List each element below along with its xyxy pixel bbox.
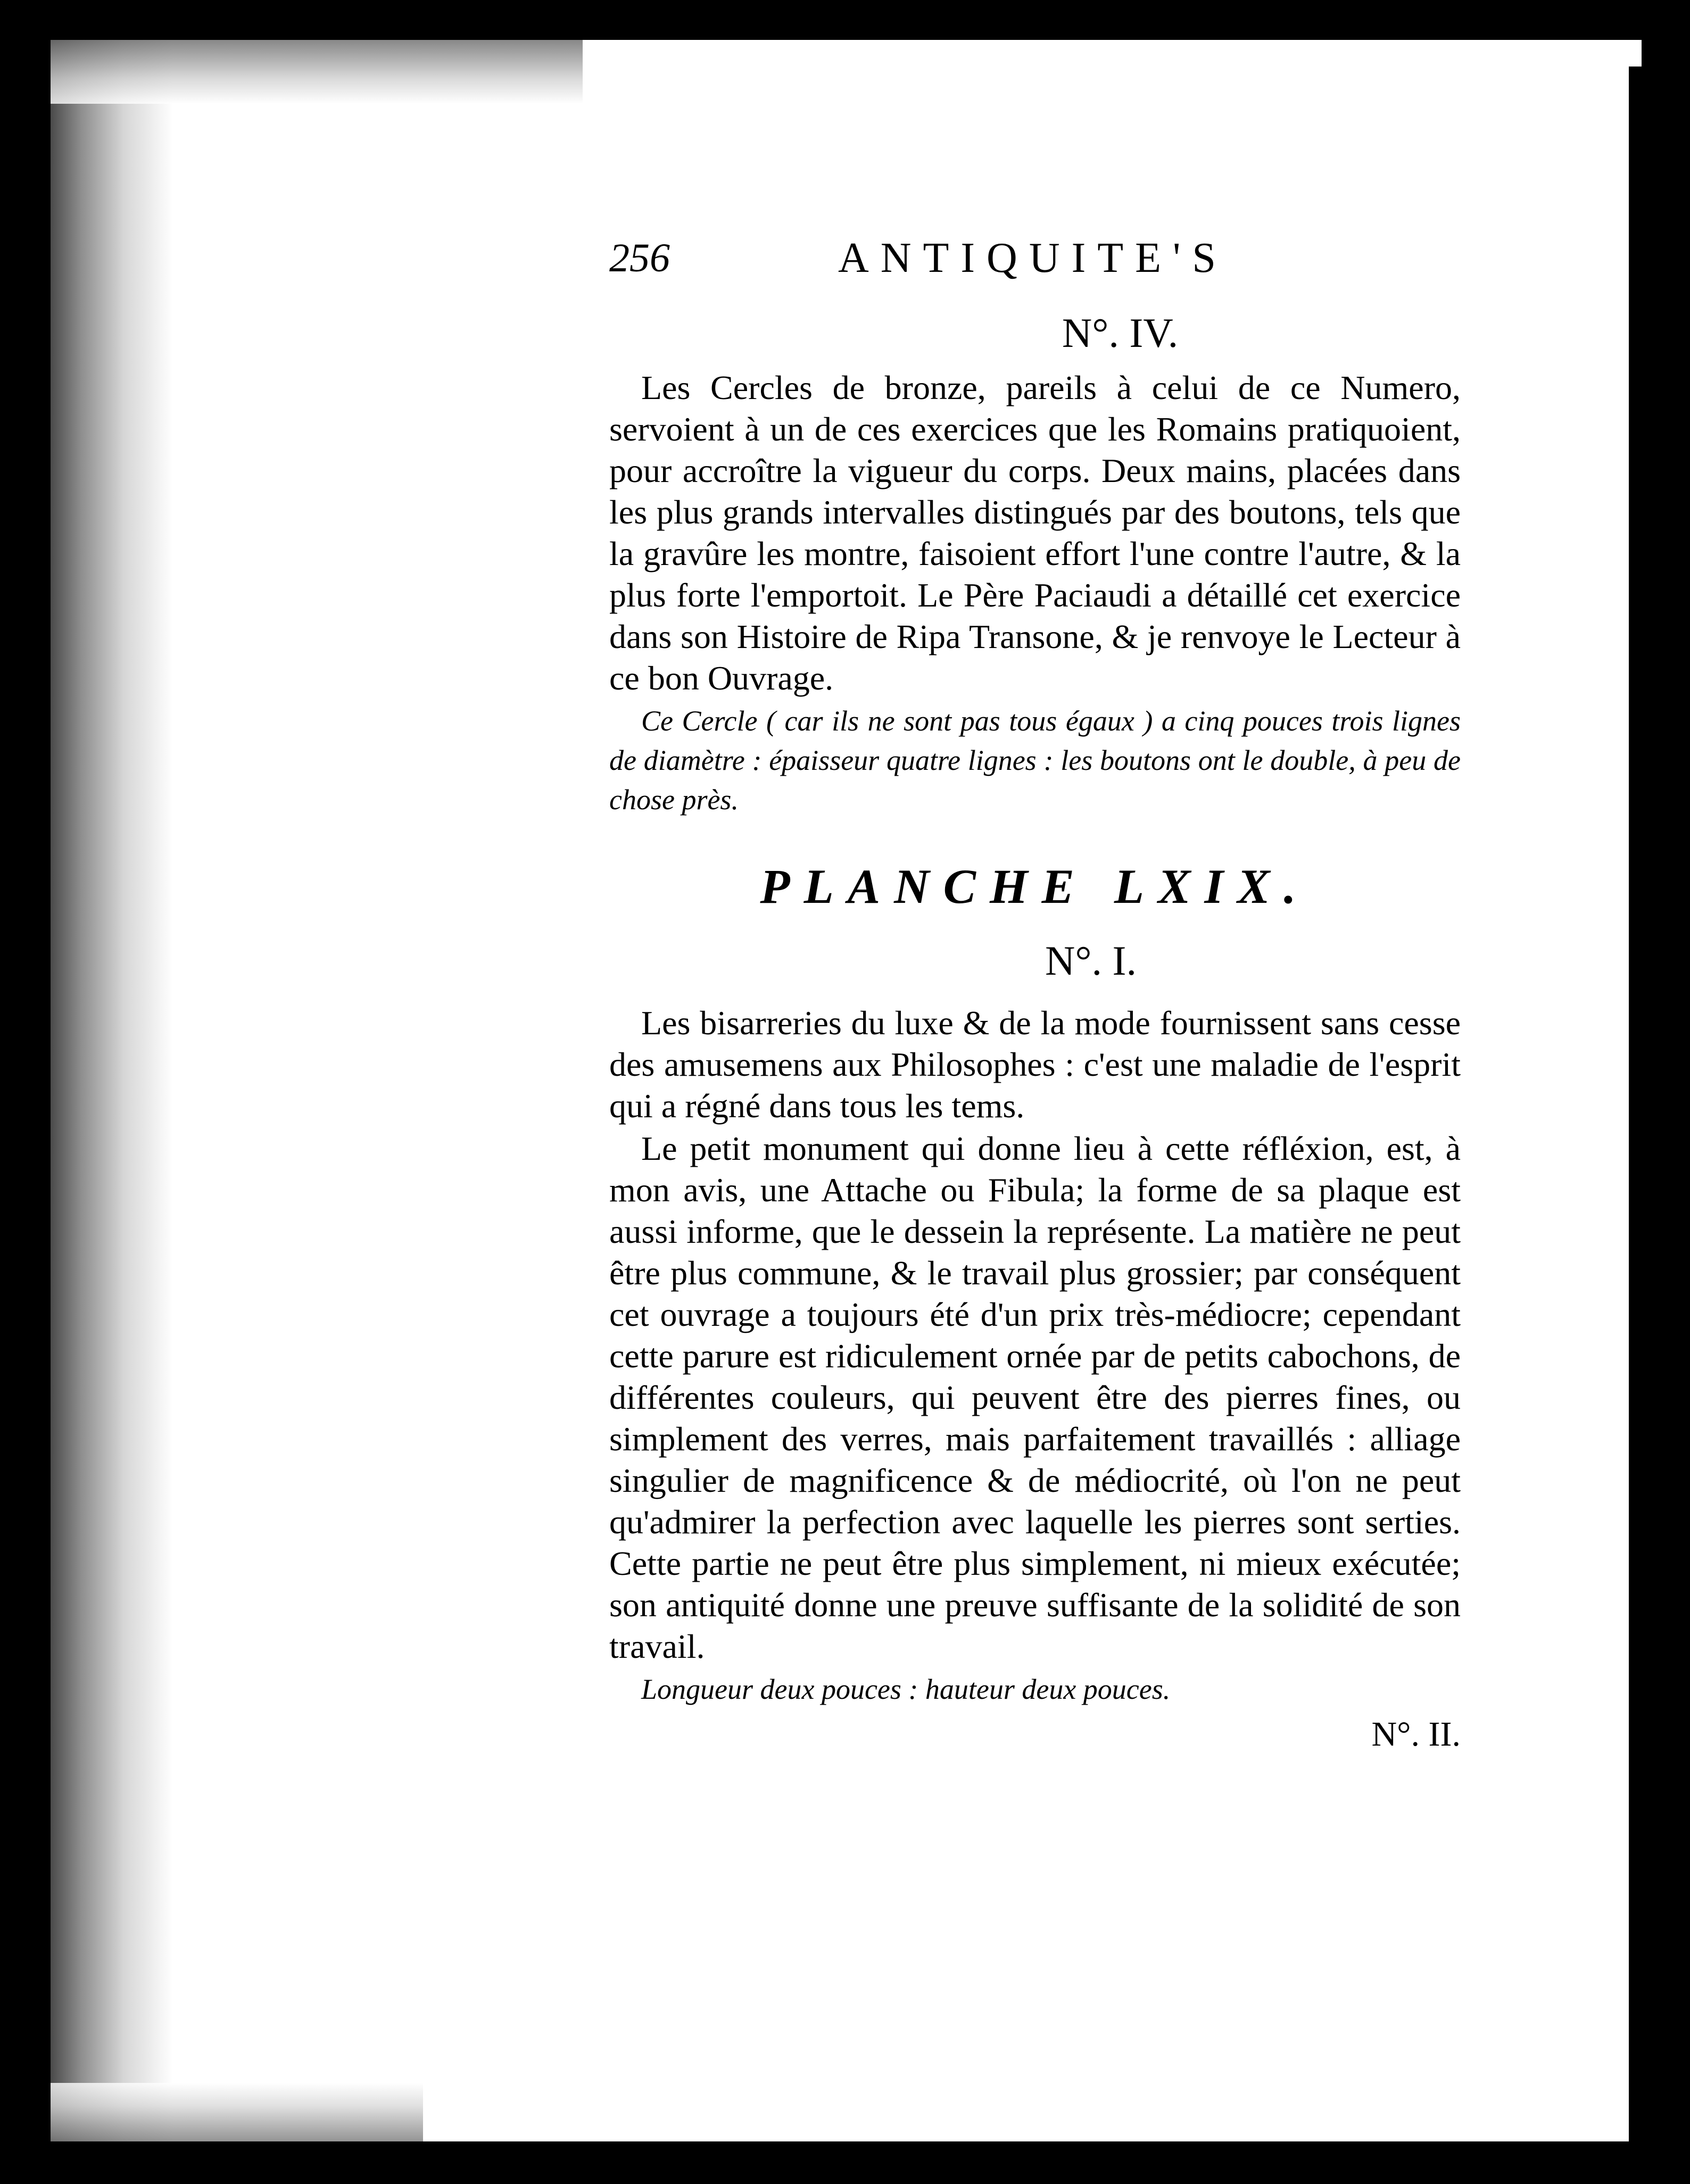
- paragraph-dimensions-fibula: Longueur deux pouces : hauteur deux pouces.: [641, 1673, 1171, 1705]
- gutter-rule: [1629, 67, 1642, 2141]
- page-number: 256: [609, 236, 670, 280]
- book-page: [51, 40, 1642, 2141]
- paragraph-bisarreries: Les bisarreries du luxe & de la mode fournissent sans cesse des amusemens aux Philosophes : c'est une maladie de l'esprit qui a régné dans tous les tems.: [609, 1004, 1461, 1125]
- page-shadow-top: [51, 40, 583, 104]
- catchword: N°. II.: [1371, 1715, 1461, 1754]
- paragraph-cercles: Les Cercles de bronze, pareils à celui de ce Numero, servoient à un de ces exercices que les Romains pratiquoient, pour accroître la vigueur du corps. Deux mains, placées dans les plus grands intervalles distingués par des boutons, tels que la gravûre les montre, faisoient effort l'une contre l'autre, & la plus forte l'emportoit. Le Père Paciaudi a détaillé cet exercice dans son Histoire de Ripa Transone, & je renvoye le Lecteur à ce bon Ouvrage.: [609, 369, 1461, 697]
- plate-title: PLANCHE LXIX.: [760, 859, 1310, 914]
- running-head: [609, 218, 1461, 298]
- section-heading-no-iv: N°. IV.: [1062, 310, 1179, 356]
- text-column: [609, 218, 1461, 1756]
- paragraph-fibula: Le petit monument qui donne lieu à cette réfléxion, est, à mon avis, une Attache ou Fibula; la forme de sa plaque est aussi informe, que le dessein la représente. La matière ne peut être plus commune, & le travail plus grossier; par conséquent cet ouvrage a toujours été d'un prix très-médiocre; cependant cette parure est ridiculement ornée par de petits cabochons, de différentes couleurs, qui peuvent être des pierres fines, ou simplement des verres, mais parfaitement travaillés : alliage singulier de magnificence & de médiocrité, où l'on ne peut qu'admirer la perfection avec laquelle les pierres sont serties. Cette partie ne peut être plus simplement, ni mieux exécutée; son antiquité donne une preuve suffisante de la solidité de son travail.: [609, 1130, 1461, 1665]
- section-heading-no-i: N°. I.: [1045, 937, 1137, 984]
- page-shadow-left: [51, 40, 173, 2141]
- page-shadow-bottom: [51, 2083, 423, 2141]
- paragraph-dimensions-cercle: Ce Cercle ( car ils ne sont pas tous égaux ) a cinq pouces trois lignes de diamètre : épaisseur quatre lignes : les boutons ont le double, à peu de chose près.: [609, 705, 1461, 816]
- running-title: ANTIQUITE'S: [838, 235, 1228, 281]
